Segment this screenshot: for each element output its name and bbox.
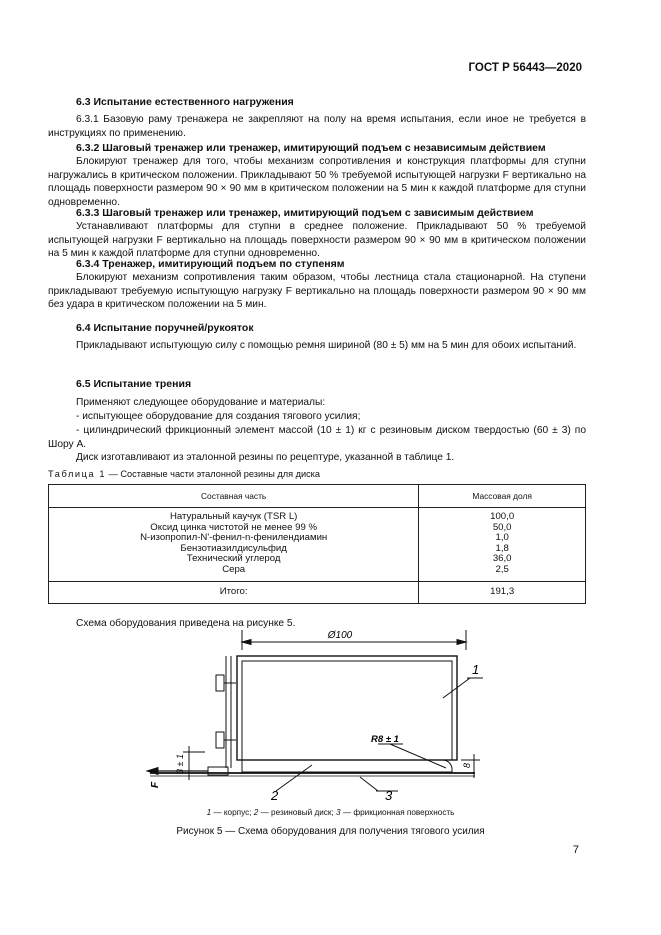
callout-3: 3: [385, 788, 393, 803]
paragraph-6-5-intro: Применяют следующее оборудование и материалы:: [76, 397, 326, 408]
total-value: 191,3: [419, 581, 586, 603]
total-label: Итого:: [49, 581, 419, 603]
paragraph-disc-material: Диск изготавливают из эталонной резины по рецептуре, указанной в таблице 1.: [76, 452, 455, 463]
callout-1: 1: [472, 662, 480, 677]
column-header-component: Составная часть: [49, 485, 419, 508]
legend-text-2: — резиновый диск;: [258, 808, 337, 817]
table-row: [49, 565, 586, 581]
paragraph-6-4: Прикладывают испытующую силу с помощью ремня шириной (80 ± 5) мм на 5 мин для обоих испытаний.: [76, 340, 577, 351]
paragraph-6-3-2: Блокируют тренажер для того, чтобы механизм сопротивления и конструкция платформы для ступни нагружались в критическом положении. Прикладывают 50 % требуемой испытующей нагрузки F вертикально на площадь поверхности размером 90 × 90 мм в критическом положении на 5 мин к каждой платформе для ступни одновременно.: [48, 156, 586, 208]
figure-reference: Схема оборудования приведена на рисунке 5.: [76, 618, 296, 629]
legend-text-1: — корпус;: [211, 808, 254, 817]
callout-3-leader: [360, 777, 378, 791]
subsection-6-3-3-title: 6.3.3 Шаговый тренажер или тренажер, имитирующий подъем с зависимым действием: [76, 207, 534, 219]
force-label: F: [150, 781, 161, 788]
section-6-5-title: 6.5 Испытание трения: [76, 378, 192, 390]
list-item-friction-element: - цилиндрический фрикционный элемент массой (10 ± 1) кг с резиновым диском твердостью (60 ± 3) по Шору А.: [48, 425, 586, 450]
figure-5-diagram: [0, 628, 661, 803]
component-name: Оксид цинка чистотой не менее 99 %: [49, 523, 419, 534]
radius-label: R8 ± 1: [371, 734, 399, 745]
rubber-composition-table: [48, 484, 586, 604]
table-caption-label: Таблица 1: [48, 469, 107, 479]
mass-fraction-value: 50,0: [419, 523, 586, 534]
component-name: Бензотиазилдисульфид: [49, 544, 419, 555]
section-6-3-title: 6.3 Испытание естественного нагружения: [76, 96, 294, 108]
rubber-disc: [242, 760, 452, 772]
table-caption-text: — Составные части эталонной резины для диска: [106, 469, 321, 479]
diameter-label: Ø100: [327, 630, 353, 641]
section-6-4-title: 6.4 Испытание поручней/рукояток: [76, 322, 254, 334]
paragraph-6-3-1: 6.3.1 Базовую раму тренажера не закрепляют на полу на время испытания, если иное не требуется в инструкциях по применению.: [48, 114, 586, 139]
table-total-row: [49, 581, 586, 603]
table-1-caption: [48, 469, 320, 479]
mass-fraction-value: 36,0: [419, 554, 586, 565]
paragraph-6-3-3: Устанавливают платформы для ступни в среднее положение. Прикладывают 50 % требуемой испытующей нагрузки F вертикально на площадь поверхности размером 90 × 90 мм в критическом положении на 5 мин к каждой платформе для ступни одновременно.: [48, 221, 586, 260]
figure-5-caption: Рисунок 5 — Схема оборудования для получения тягового усилия: [176, 826, 485, 837]
mass-fraction-value: 2,5: [419, 565, 586, 581]
component-name: Сера: [49, 565, 419, 581]
page-number: 7: [572, 844, 579, 856]
legend-text-3: — фрикционная поверхность: [340, 808, 455, 817]
clamp-upper: [216, 675, 224, 691]
callout-2-leader: [276, 765, 312, 791]
mass-fraction-value: 1,8: [419, 544, 586, 555]
mass-fraction-value: 1,0: [419, 533, 586, 544]
height-dimension-label: 8: [462, 762, 472, 768]
column-header-mass-fraction: Массовая доля: [419, 485, 586, 508]
component-name: Натуральный каучук (TSR L): [49, 508, 419, 523]
subsection-6-3-2-title: 6.3.2 Шаговый тренажер или тренажер, имитирующий подъем с независимым действием: [76, 142, 546, 154]
housing-inner-outline: [242, 661, 452, 760]
arrowhead: [457, 640, 466, 645]
standard-header: ГОСТ Р 56443—2020: [468, 62, 582, 74]
callout-2: 2: [271, 788, 279, 803]
component-name: Технический углерод: [49, 554, 419, 565]
subsection-6-3-4-title: 6.3.4 Тренажер, имитирующий подъем по ступеням: [76, 258, 345, 270]
figure-legend: [0, 808, 661, 817]
radius-leader-line: [390, 744, 446, 768]
legend-number-3: 3: [336, 808, 341, 817]
table-header-row: [49, 485, 586, 508]
legend-number-2: 2: [253, 808, 259, 817]
list-item-equipment: - испытующее оборудование для создания тягового усилия;: [76, 411, 361, 422]
arrowhead: [242, 640, 251, 645]
paragraph-6-3-4: Блокируют механизм сопротивления таким образом, чтобы лестница стала стационарной. На ступени прикладывают требуемую испытующую нагрузку F вертикально на площадь поверхности размером 90 × 90 мм без удара в критическом положении на 5 мин.: [48, 272, 586, 311]
housing-outline: [237, 656, 457, 760]
table-row: [49, 508, 586, 523]
component-name: N-изопропил-N'-фенил-n-фенилендиамин: [49, 533, 419, 544]
gap-dimension-label: 3 ± 1: [175, 754, 185, 774]
mass-fraction-value: 100,0: [419, 508, 586, 523]
legend-number-1: 1: [206, 808, 212, 817]
clamp-lower: [216, 732, 224, 748]
